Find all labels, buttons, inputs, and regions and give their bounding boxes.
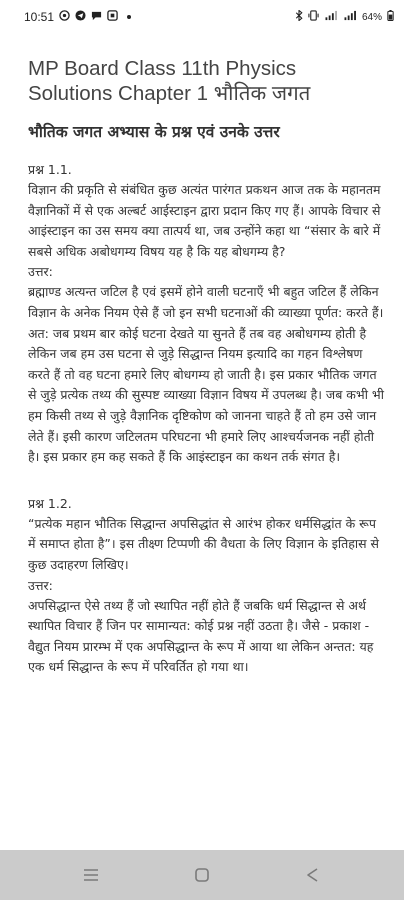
screenshot-icon — [107, 10, 118, 24]
question-text: विज्ञान की प्रकृति से संबंधित कुछ अत्यंत पारंगत प्रकथन आज तक के महानतम वैज्ञानिकों में से एक अल्बर्ट आईस्टाइन द्वारा प्रदान किए गए हैं। आपके विचार से आइंस्टाइन का उस समय क्या तात्पर्य था, जब उन्होंने कहा था “संसार के बारे में सबसे अधिक अबोधगम्य विषय यह है कि यह बोधगम्य है? — [28, 182, 381, 259]
answer-label: उत्तर: — [28, 264, 53, 280]
page-subtitle: भौतिक जगत अभ्यास के प्रश्न एवं उनके उत्तर — [28, 123, 280, 141]
battery-icon — [387, 10, 394, 24]
home-button[interactable] — [182, 855, 222, 895]
signal-icon — [343, 10, 357, 24]
vibrate-icon — [308, 10, 319, 24]
question-label: प्रश्न 1.2. — [28, 495, 72, 511]
bluetooth-icon — [295, 10, 303, 24]
status-left — [24, 10, 131, 24]
home-square-icon — [194, 867, 210, 883]
menu-icon — [82, 868, 100, 882]
answer-label: उत्तर: — [28, 577, 53, 593]
status-right — [295, 10, 394, 24]
telegram-icon — [75, 10, 86, 24]
status-time: 10:51 — [24, 10, 55, 24]
whatsapp-icon — [59, 10, 70, 24]
question-1 — [28, 160, 384, 468]
question-2 — [28, 494, 384, 678]
status-bar — [0, 0, 404, 34]
back-button[interactable] — [293, 855, 333, 895]
question-text: “प्रत्येक महान भौतिक सिद्धान्त अपसिद्धांत से आरंभ होकर धर्मसिद्धांत के रूप में समाप्त होता है”। इस तीक्ष्ण टिप्पणी की वैधता के लिए विज्ञान के इतिहास से कुछ उदाहरण लिखिए। — [28, 515, 379, 572]
back-triangle-icon — [305, 867, 321, 883]
lte-signal-icon — [324, 10, 338, 24]
page-title: MP Board Class 11th Physics Solutions Chapter 1 भौतिक जगत — [28, 57, 311, 105]
answer-text: अपसिद्धान्त ऐसे तथ्य हैं जो स्थापित नहीं होते हैं जबकि धर्म सिद्धान्त से अर्थ स्थापित विचार हैं जिन पर सामान्यत: कोई प्रश्न नहीं उठता है। जैसे - प्रकाश - वैद्युत नियम प्रारम्भ में एक अपसिद्धान्त के रूप में आया था लेकिन अन्तत: यह एक धर्म सिद्धान्त के रूप में परिवर्तित हो गया था। — [28, 597, 374, 675]
navigation-bar — [0, 850, 404, 900]
question-label: प्रश्न 1.1. — [28, 162, 72, 177]
answer-text: ब्रह्माण्ड अत्यन्त जटिल है एवं इसमें होने वाली घटनाएँ भी बहुत जटिल हैं लेकिन विज्ञान के अनेक नियम ऐसे हैं जो इन सभी घटनाओं की व्याख्या पूर्णत: करते हैं। अत: जब प्रथम बार कोई घटना देखते या सुनते हैं तब वह अबोधगम्य होती है लेकिन जब हम उस घटना से जुड़े सिद्धान्त नियम इत्यादि का गहन विश्लेषण करते हैं तो वह घटना हमारे लिए बोधगम्य हो जाती है। इस प्रकार भौतिक जगत से जुड़े प्रत्येक तथ्य की सुस्पष्ट व्याख्या विज्ञान विषय में उपलब्ध है। जब कभी भी हम किसी तथ्य से जुड़े वैज्ञानिक दृष्टिकोण को जानना चाहते हैं तो हम उसे जान लेते हैं। इसी कारण जटिलतम परिघटना भी हमारे लिए आश्चर्यजनक नहीं होती है। इस प्रकार हम कह सकते हैं कि आइंस्टाइन का कथन तर्क संगत है। — [28, 284, 384, 465]
battery-percent: 64% — [361, 11, 382, 23]
message-icon — [91, 10, 102, 24]
notification-dot-icon — [127, 15, 131, 19]
article-content — [28, 56, 384, 678]
recent-apps-button[interactable] — [71, 855, 111, 895]
